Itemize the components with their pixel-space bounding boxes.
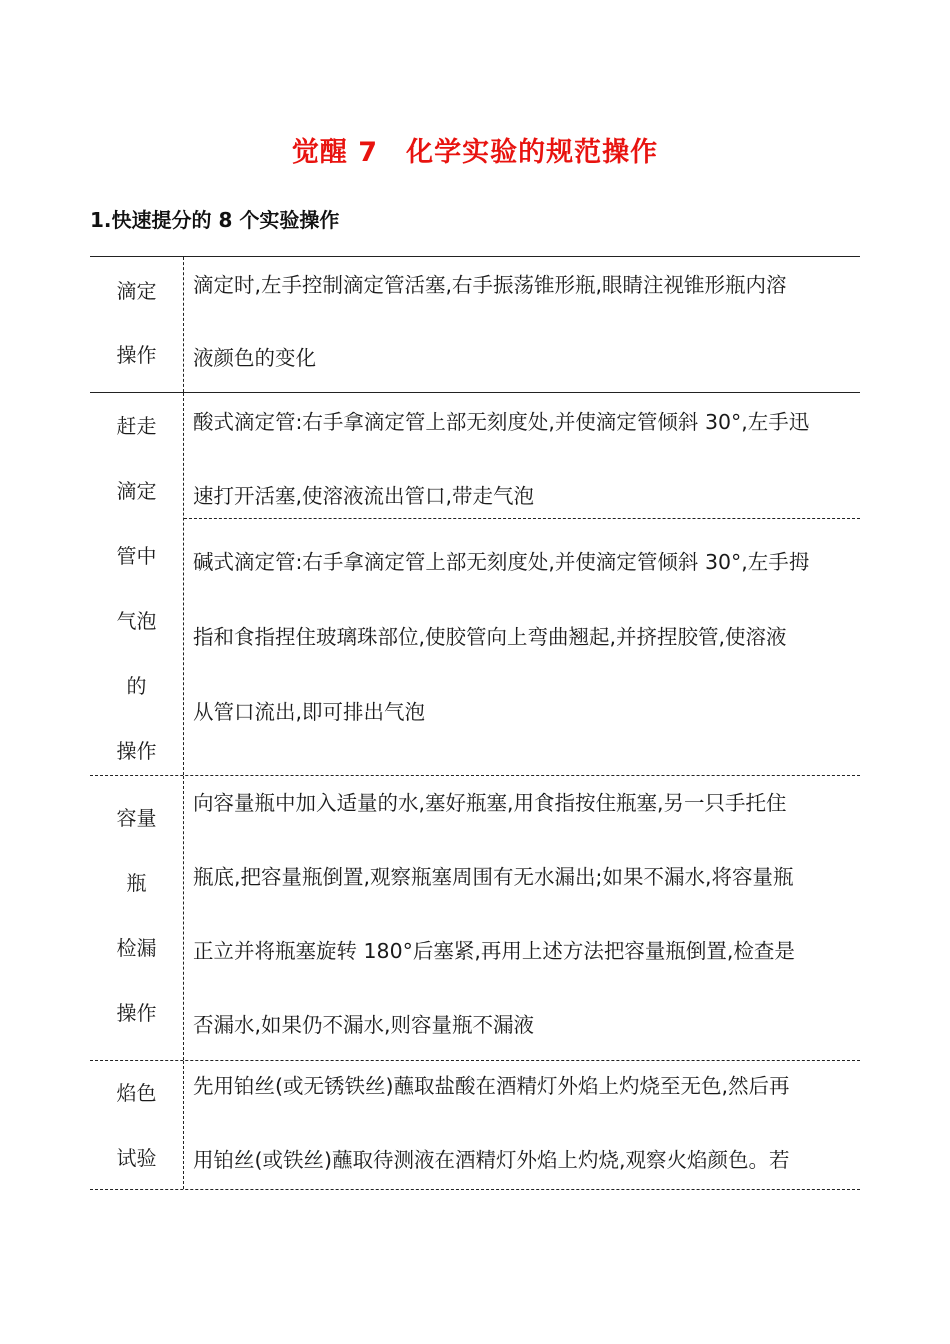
content-line: 碱式滴定管:右手拿滴定管上部无刻度处,并使滴定管倾斜 30°,左手拇: [193, 550, 810, 574]
table-row: [90, 256, 860, 392]
page-title: 觉醒 7 化学实验的规范操作: [291, 137, 659, 168]
section-heading: 1.快速提分的 8 个实验操作: [90, 208, 340, 232]
acid-burette-block: [184, 393, 860, 518]
row-content: [184, 249, 860, 392]
content-line: 向容量瓶中加入适量的水,塞好瓶塞,用食指按住瓶塞,另一只手托住: [193, 791, 787, 815]
row-label: [90, 776, 184, 1060]
row-label-line: 滴定: [116, 479, 157, 503]
row-label-line: 检漏: [116, 936, 157, 960]
content-line: 滴定时,左手控制滴定管活塞,右手振荡锥形瓶,眼睛注视锥形瓶内溶: [193, 273, 787, 297]
content-line: 从管口流出,即可排出气泡: [193, 700, 426, 724]
row-label: [90, 1061, 184, 1189]
content-line: 速打开活塞,使溶液流出管口,带走气泡: [193, 484, 535, 508]
row-label-line: 焰色: [116, 1081, 157, 1105]
content-line: 正立并将瓶塞旋转 180°后塞紧,再用上述方法把容量瓶倒置,检查是: [193, 939, 795, 963]
content-line: 酸式滴定管:右手拿滴定管上部无刻度处,并使滴定管倾斜 30°,左手迅: [193, 410, 810, 434]
row-label-line: 管中: [116, 544, 157, 568]
table-row: [90, 392, 860, 775]
row-label-line: 气泡: [116, 609, 157, 633]
row-label-line: 瓶: [126, 871, 147, 895]
base-burette-block: [184, 518, 860, 750]
content-line: 否漏水,如果仍不漏水,则容量瓶不漏液: [193, 1013, 535, 1037]
row-content: [184, 766, 860, 1060]
row-label-line: 滴定: [116, 279, 157, 303]
row-content: [184, 393, 860, 775]
row-label-line: 的: [126, 674, 147, 698]
row-label-line: 试验: [116, 1146, 157, 1170]
content-line: 指和食指捏住玻璃珠部位,使胶管向上弯曲翘起,并挤捏胶管,使溶液: [193, 625, 787, 649]
row-label-line: 赶走: [116, 414, 157, 438]
row-label-line: 操作: [116, 1001, 157, 1025]
operations-table: [90, 256, 860, 1190]
content-line: 瓶底,把容量瓶倒置,观察瓶塞周围有无水漏出;如果不漏水,将容量瓶: [193, 865, 794, 889]
row-label: [90, 257, 184, 392]
content-line: 液颜色的变化: [193, 346, 316, 370]
row-label-line: 容量: [116, 806, 157, 830]
row-label: [90, 393, 184, 775]
row-content: [184, 1049, 860, 1189]
row-label-line: 操作: [116, 739, 157, 763]
content-line: 先用铂丝(或无锈铁丝)蘸取盐酸在酒精灯外焰上灼烧至无色,然后再: [193, 1074, 790, 1098]
table-row: [90, 775, 860, 1060]
table-row: [90, 1060, 860, 1190]
content-line: 用铂丝(或铁丝)蘸取待测液在酒精灯外焰上灼烧,观察火焰颜色。若: [193, 1148, 790, 1172]
row-label-line: 操作: [116, 343, 157, 367]
